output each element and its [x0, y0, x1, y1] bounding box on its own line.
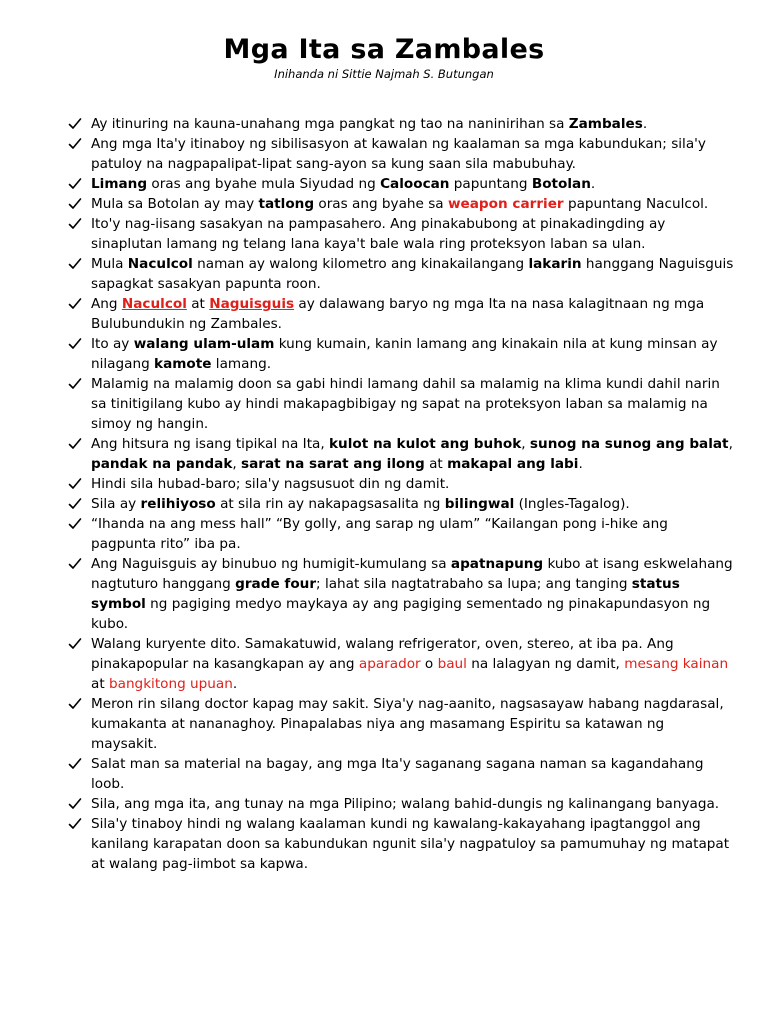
- checkmark-icon: [68, 374, 84, 394]
- checkmark-icon: [68, 114, 84, 134]
- list-item: [64, 434, 734, 474]
- list-item-text: Zambales: [568, 116, 643, 132]
- list-item-text: makapal ang labi: [447, 456, 579, 472]
- list-item-text: weapon carrier: [447, 196, 564, 212]
- checkmark-icon: [68, 434, 84, 454]
- list-item-text: ,: [728, 436, 733, 452]
- list-item: [64, 214, 734, 254]
- list-item-text: .: [642, 116, 648, 132]
- checkmark-icon: [68, 794, 84, 814]
- list-item-text: na lalagyan ng damit,: [466, 656, 625, 672]
- list-item-text: Ito'y nag-iisang sasakyan na pampasahero. Ang pinakabubong at pinakadingding ay sinaplutan lamang ng telang lana kaya't bale wala ring proteksyon laban sa ulan.: [91, 216, 666, 252]
- list-item-text: Ang: [91, 296, 122, 312]
- list-item: [64, 174, 734, 194]
- list-item: [64, 814, 734, 874]
- list-item-text: ,: [232, 456, 242, 472]
- list-item-text: Hindi sila hubad-baro; sila'y nagsusuot din ng damit.: [91, 476, 450, 492]
- list-item: [64, 134, 734, 174]
- list-item: [64, 794, 734, 814]
- list-item-text: kamote: [154, 356, 212, 372]
- checkmark-icon: [68, 134, 84, 154]
- list-item-text: Meron rin silang doctor kapag may sakit. Siya'y nag-aanito, nagsasayaw habang nagdarasal, kumakanta at nananaghoy. Pinapalabas niya ang masamang Espiritu sa katawan ng maysakit.: [91, 696, 724, 752]
- list-item-text: pandak na pandak: [91, 456, 233, 472]
- list-item-text: Ang mga Ita'y itinaboy ng sibilisasyon at kawalan ng kaalaman sa mga kabundukan; sila'y patuloy na nagpapalipat-lipat sang-ayon sa kung saan sila mabubuhay.: [91, 136, 706, 172]
- list-item-text: tatlong: [258, 196, 315, 212]
- checkmark-icon: [68, 634, 84, 654]
- list-item: [64, 294, 734, 334]
- list-item-text: Naguisguis: [209, 296, 295, 312]
- list-item-text: at: [186, 296, 210, 312]
- checkmark-icon: [68, 174, 84, 194]
- list-item-text: sunog na sunog ang balat: [529, 436, 729, 452]
- list-item-text: lakarin: [528, 256, 582, 272]
- document-title: Mga Ita sa Zambales: [223, 34, 545, 65]
- list-item-text: ng pagiging medyo maykaya ay ang pagiging sementado ng pinakapundasyon ng kubo.: [91, 596, 711, 632]
- list-item-text: apatnapung: [450, 556, 544, 572]
- list-item-text: Salat man sa material na bagay, ang mga Ita'y saganang sagana naman sa kagandahang loob.: [91, 756, 704, 792]
- list-item-text: relihiyoso: [140, 496, 216, 512]
- list-item-text: Ang hitsura ng isang tipikal na Ita,: [91, 436, 329, 452]
- list-item: [64, 494, 734, 514]
- list-item-text: kulot na kulot ang buhok: [329, 436, 522, 452]
- list-item-text: Botolan: [531, 176, 591, 192]
- list-item-text: Walang kuryente dito. Samakatuwid, walang refrigerator, oven, stereo, at iba pa. Ang pinakapopular na kasangkapan ay ang: [91, 636, 674, 672]
- list-item-text: papuntang: [449, 176, 532, 192]
- list-item-text: at: [91, 676, 109, 692]
- checkmark-icon: [68, 194, 84, 214]
- list-item: [64, 694, 734, 754]
- list-item-text: Naculcol: [121, 296, 187, 312]
- list-item-text: at sila rin ay nakapagsasalita ng: [215, 496, 445, 512]
- list-item: [64, 554, 734, 634]
- list-item: [64, 334, 734, 374]
- list-item-text: o: [420, 656, 438, 672]
- list-item-text: hanggang Naguisguis sapagkat sasakyan papunta roon.: [91, 256, 734, 292]
- list-item-text: “Ihanda na ang mess hall” “By golly, ang sarap ng ulam” “Kailangan pong i-hike ang pagpunta rito” iba pa.: [91, 516, 668, 552]
- list-item-text: Sila ay: [91, 496, 141, 512]
- list-item-text: Caloocan: [380, 176, 450, 192]
- list-item: [64, 254, 734, 294]
- list-item-text: at: [424, 456, 448, 472]
- checkmark-icon: [68, 254, 84, 274]
- list-item-text: Mula: [91, 256, 128, 272]
- document-subtitle: Inihanda ni Sittie Najmah S. Butungan: [274, 67, 494, 81]
- list-item-text: papuntang Naculcol.: [563, 196, 709, 212]
- checkmark-icon: [68, 694, 84, 714]
- list-item-text: bilingwal: [444, 496, 515, 512]
- list-item-text: lamang.: [211, 356, 272, 372]
- checkmark-icon: [68, 474, 84, 494]
- checkmark-icon: [68, 294, 84, 314]
- list-item: [64, 474, 734, 494]
- list-item-text: .: [578, 456, 583, 472]
- list-item-text: naman ay walong kilometro ang kinakailangang: [192, 256, 529, 272]
- list-item: [64, 374, 734, 434]
- list-item-text: baul: [437, 656, 467, 672]
- list-item-text: (Ingles-Tagalog).: [514, 496, 630, 512]
- checkmark-icon: [68, 514, 84, 534]
- list-item: [64, 634, 734, 694]
- checkmark-icon: [68, 214, 84, 234]
- list-item-text: Ito ay: [91, 336, 134, 352]
- list-item-text: grade four: [235, 576, 317, 592]
- checkmark-icon: [68, 814, 84, 834]
- list-item: [64, 754, 734, 794]
- checkmark-icon: [68, 334, 84, 354]
- checkmark-icon: [68, 554, 84, 574]
- list-item-text: ; lahat sila nagtatrabaho sa lupa; ang tanging: [316, 576, 632, 592]
- list-item-text: aparador: [358, 656, 421, 672]
- list-item-text: ay dalawang baryo ng mga Ita na nasa kalagitnaan ng mga Bulubundukin ng Zambales.: [91, 296, 705, 332]
- list-item-text: status symbol: [91, 576, 680, 612]
- list-item-text: oras ang byahe mula Siyudad ng: [147, 176, 381, 192]
- list-item-text: .: [232, 676, 238, 692]
- checkmark-icon: [68, 754, 84, 774]
- list-item-text: Naculcol: [127, 256, 193, 272]
- list-item-text: walang ulam-ulam: [133, 336, 275, 352]
- list-item-text: Sila'y tinaboy hindi ng walang kaalaman kundi ng kawalang-kakayahang ipagtanggol ang kanilang karapatan doon sa kabundukan ngunit sila'y nagpatuloy sa pamumuhay ng matapat at walang pag-iimbot sa kapwa.: [91, 816, 730, 872]
- checkmark-icon: [68, 494, 84, 514]
- list-item-text: kubo at isang eskwelahang nagtuturo hanggang: [91, 556, 733, 592]
- list-item-text: bangkitong upuan: [108, 676, 233, 692]
- bullet-list: [64, 114, 734, 874]
- list-item-text: .: [590, 176, 596, 192]
- list-item: [64, 114, 734, 134]
- list-item-text: ,: [521, 436, 530, 452]
- list-item-text: Limang: [91, 176, 148, 192]
- list-item-text: Malamig na malamig doon sa gabi hindi lamang dahil sa malamig na klima kundi dahil narin sa tinitigilang kubo ay hindi makapagbibigay ng sapat na proteksyon laban sa malamig na simoy ng hangin.: [91, 376, 720, 432]
- list-item-text: kung kumain, kanin lamang ang kinakain nila at kung minsan ay nilagang: [91, 336, 718, 372]
- list-item: [64, 194, 734, 214]
- list-item-text: Ay itinuring na kauna-unahang mga pangkat ng tao na naninirihan sa: [91, 116, 569, 132]
- list-item-text: mesang kainan: [624, 656, 729, 672]
- list-item: [64, 514, 734, 554]
- list-item-text: oras ang byahe sa: [314, 196, 448, 212]
- list-item-text: Mula sa Botolan ay may: [91, 196, 259, 212]
- list-item-text: Ang Naguisguis ay binubuo ng humigit-kumulang sa: [91, 556, 451, 572]
- list-item-text: sarat na sarat ang ilong: [241, 456, 425, 472]
- list-item-text: Sila, ang mga ita, ang tunay na mga Pilipino; walang bahid-dungis ng kalinangang banyaga.: [91, 796, 720, 812]
